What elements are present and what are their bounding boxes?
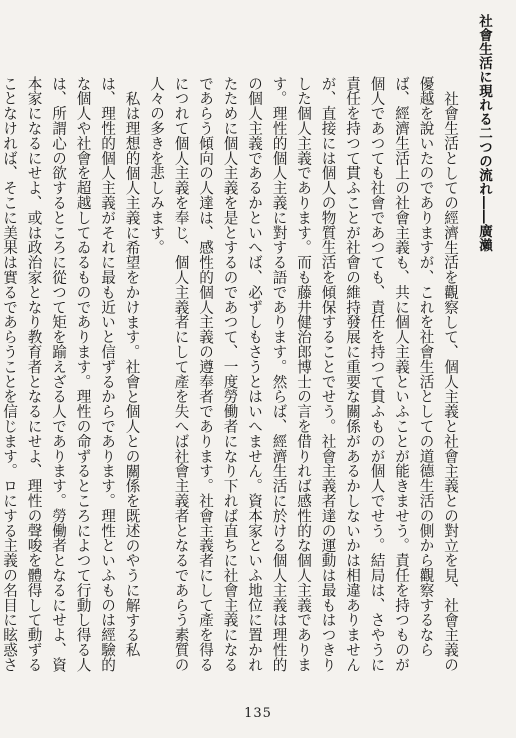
running-head: 社會生活に現れる二つの流れ――廣瀨: [476, 14, 492, 252]
body-text: [1, 76, 462, 682]
paragraph-1: 社會生活としての經濟生活を觀察して、個人主義と社會主義との對立を見、社會主義の優越を說いたのでありますが、これを社會生活としての道德生活の側から觀察するならば、經濟生活上の社會主義も、共に個人主義といふことが能きませう。責任を持つものが個人であつても社會であつても、責任を持つて貫ふものが個人でせう。結局は、さやうに責任を持つて貫ふことが社會の維持發展に重要な關係があるかしないかは相違ありませんが、直接には個人の物質生活を傾保することでせう。社會主義者達の運動は最もはつきりした個人主義であります。而も藤井健治郎博士の言を借りれば感性的な個人主義であります。理性的個人主義に對する語であります。然らば、經濟生活に於ける個人主義は理性的の個人主義であるかといへば、必ずしもさうとはいへません。資本家といふ地位に置かれたために個人主義を是とするのであつて、一度勞働者になり下れば直ちに社會主義になるであらう傾向の人達は、感性的個人主義の遵奉者であります。社會主義者にして產を得るにつれて個人主義を奉じ、個人主義者にして產を失へば社會主義者となるであらう素質の人々の多きを悲しみます。: [148, 76, 459, 672]
page-number: 135: [244, 706, 272, 721]
paragraph-2: 私は理想的個人主義に希望をかけます。社會と個人との關係を既述のやうに解する私は、理性的個人主義がそれに最も近いと信ずるからであります。理性といふものは經驗的な個人や社會を超越してゐるものであります。理性の命ずるところによつて行動し得る人は、所謂心の欲するところに從つて矩を踰えざる人であります。勞働者となるにせよ、資本家になるにせよ、或は政治家となり教育者となるにせよ、理性の聲唆を體得して動ずることなければ、そこに美果は實るであらうことを信じます。ロにする主義の名目に眩惑さ: [1, 76, 141, 672]
